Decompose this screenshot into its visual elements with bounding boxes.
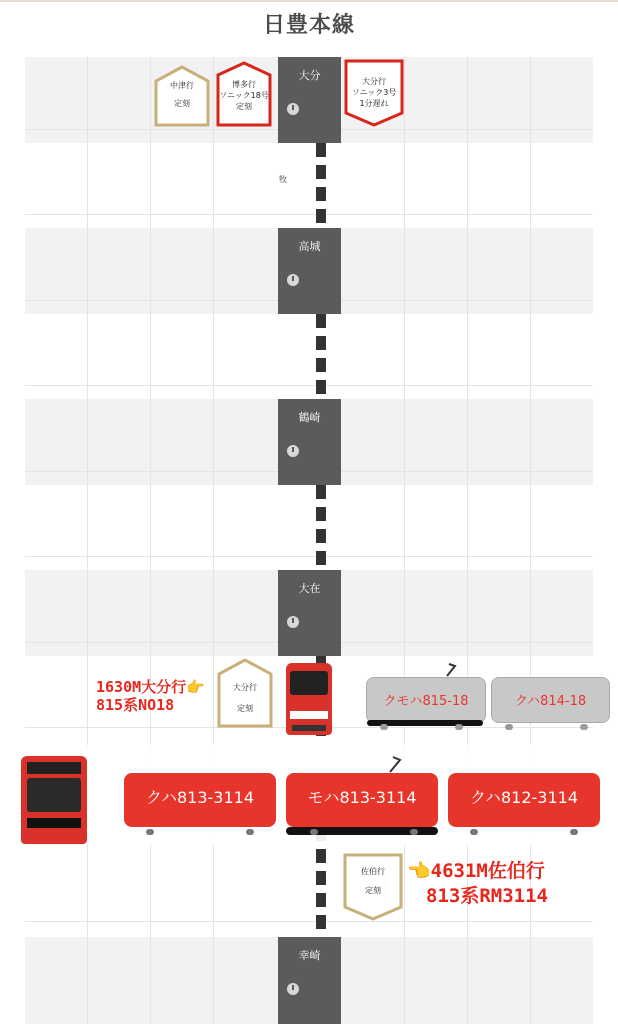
between-band bbox=[25, 485, 593, 570]
train-813-car-1[interactable]: クハ813-3114 bbox=[124, 773, 276, 827]
rail-segment bbox=[316, 314, 326, 399]
clock-icon bbox=[287, 616, 299, 628]
sign-saiki[interactable]: 佐伯行 定刻 bbox=[343, 853, 399, 915]
sign-hakata-sonic18[interactable]: 博多行 ソニック18号 定刻 bbox=[216, 61, 272, 123]
clock-icon bbox=[287, 103, 299, 115]
clock-icon bbox=[287, 983, 299, 995]
station-name: 幸崎 bbox=[298, 949, 321, 962]
annotation-815-line1: 1630M大分行👉 bbox=[96, 678, 205, 696]
train-813-car-2[interactable]: モハ813-3114 bbox=[286, 773, 438, 827]
station-name: 高城 bbox=[298, 240, 321, 253]
page-header bbox=[0, 0, 618, 59]
train-813-car-3[interactable]: クハ812-3114 bbox=[448, 773, 600, 827]
sign-nakatsu[interactable]: 中津行 定刻 bbox=[154, 65, 210, 127]
train-815-front[interactable] bbox=[286, 663, 332, 735]
clock-icon bbox=[287, 274, 299, 286]
clock-icon bbox=[287, 445, 299, 457]
station-name: 大分 bbox=[298, 69, 321, 82]
between-band bbox=[25, 143, 593, 228]
between-band bbox=[25, 314, 593, 399]
stop-label-maki: 牧 bbox=[279, 175, 287, 184]
page-title: 日豊本線 bbox=[262, 13, 355, 38]
station-name: 大在 bbox=[298, 582, 321, 595]
train-813-front[interactable] bbox=[21, 756, 87, 844]
station-name: 鶴崎 bbox=[298, 411, 321, 424]
annotation-815-line2: 815系NO18 bbox=[96, 696, 175, 714]
train-815-car-2[interactable]: クハ814-18 bbox=[491, 677, 610, 723]
rail-segment bbox=[316, 485, 326, 570]
rail-segment bbox=[316, 143, 326, 228]
sign-oita-sonic3[interactable]: 大分行 ソニック3号 1分遅れ bbox=[344, 59, 400, 121]
annotation-813-line1: 👈4631M佐伯行 bbox=[407, 860, 545, 882]
annotation-813-line2: 813系RM3114 bbox=[426, 885, 548, 907]
sign-oita-local[interactable]: 大分行 定刻 bbox=[217, 658, 273, 720]
train-815-car-1[interactable]: クモハ815-18 bbox=[366, 677, 486, 723]
